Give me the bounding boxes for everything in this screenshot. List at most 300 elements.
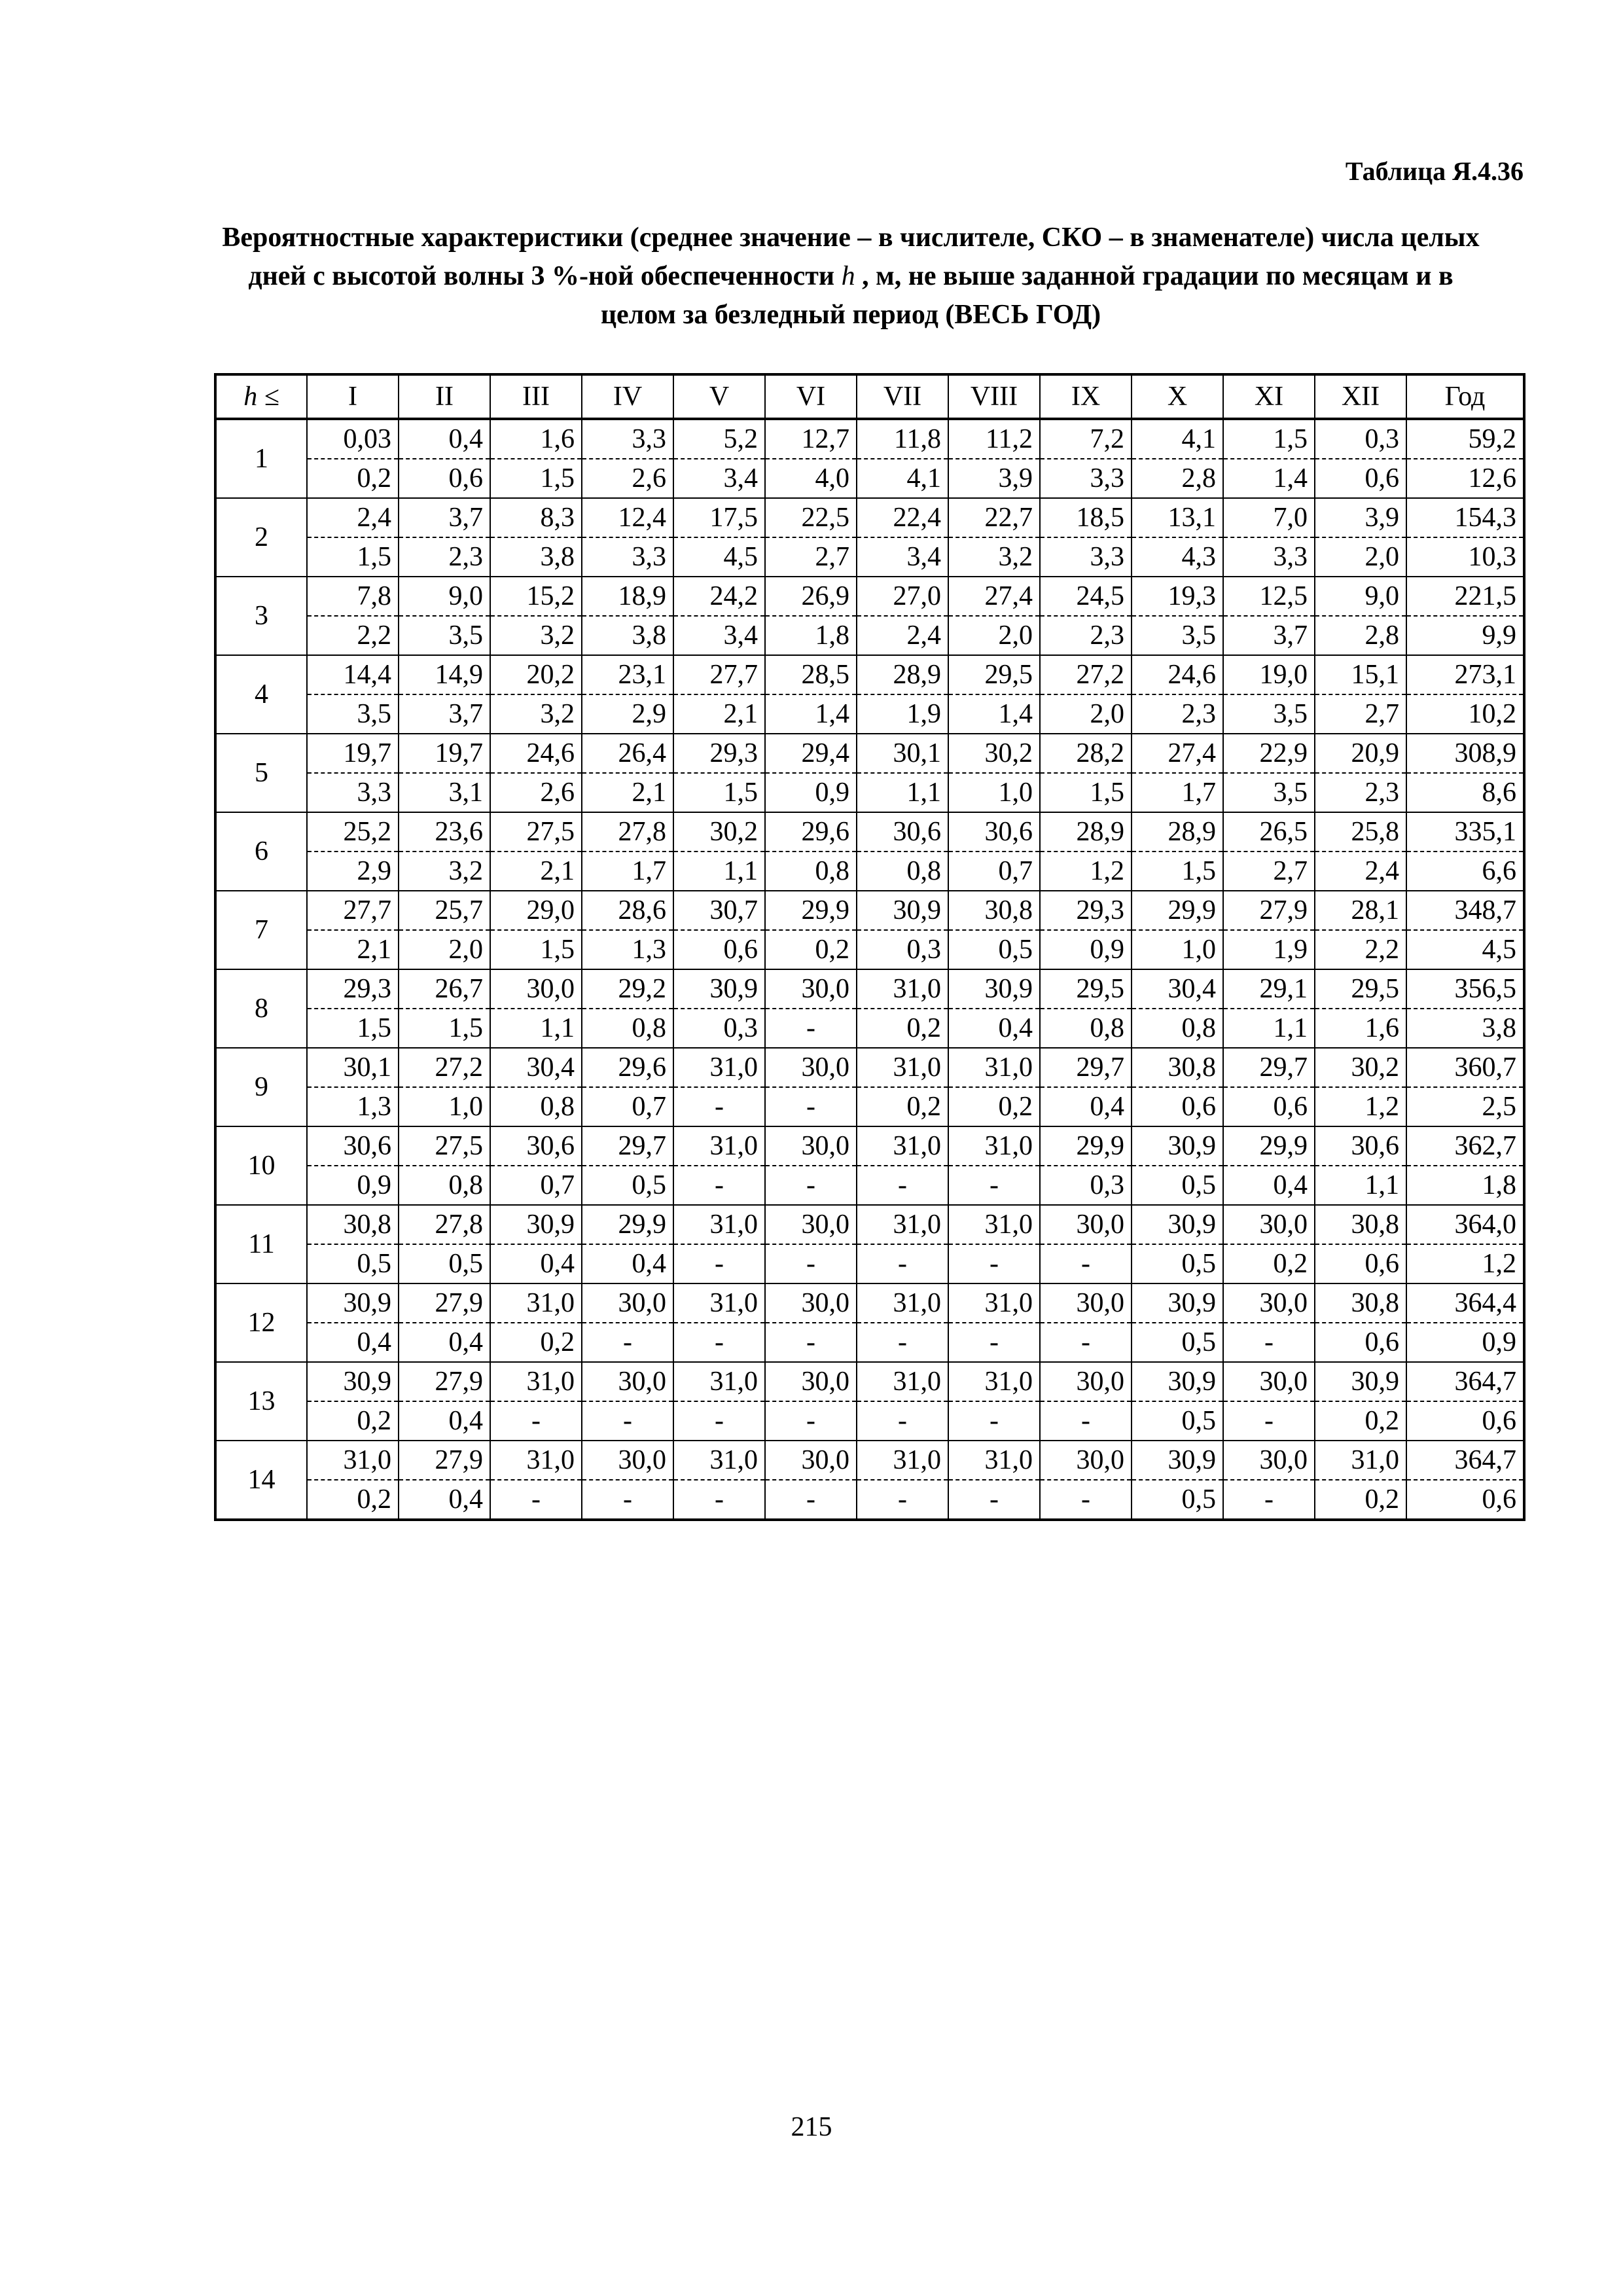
mean-value-cell: 8,3 (490, 498, 582, 537)
mean-value-cell: 31,0 (857, 1126, 948, 1166)
mean-value-cell: 22,9 (1223, 734, 1315, 773)
h-gradation-cell: 12 (215, 1283, 307, 1362)
mean-value-cell: 364,7 (1406, 1362, 1524, 1401)
sd-value-cell: 4,5 (1406, 930, 1524, 969)
sd-value-cell: 1,5 (490, 459, 582, 498)
sd-value-cell: 4,3 (1132, 537, 1223, 577)
table-row-mean (215, 1126, 1524, 1166)
mean-value-cell: 30,0 (582, 1362, 673, 1401)
mean-value-cell: 29,5 (1315, 969, 1406, 1009)
mean-value-cell: 31,0 (857, 1048, 948, 1087)
mean-value-cell: 29,9 (765, 891, 857, 930)
mean-value-cell: 221,5 (1406, 577, 1524, 616)
sd-value-cell: 0,5 (1132, 1401, 1223, 1441)
sd-value-cell: 1,8 (1406, 1166, 1524, 1205)
mean-value-cell: 19,0 (1223, 655, 1315, 694)
sd-value-cell: 0,2 (307, 459, 399, 498)
sd-value-cell: 2,1 (490, 852, 582, 891)
sd-value-cell: 0,9 (307, 1166, 399, 1205)
mean-value-cell: 24,6 (490, 734, 582, 773)
mean-value-cell: 9,0 (1315, 577, 1406, 616)
sd-value-cell: 0,8 (490, 1087, 582, 1126)
sd-value-cell: 3,3 (1040, 537, 1132, 577)
table-row-mean (215, 1283, 1524, 1323)
h-gradation-cell: 3 (215, 577, 307, 655)
table-row-sd (215, 1009, 1524, 1048)
mean-value-cell: 28,1 (1315, 891, 1406, 930)
sd-value-cell: 0,8 (765, 852, 857, 891)
sd-value-cell: 0,2 (1223, 1244, 1315, 1283)
mean-value-cell: 26,4 (582, 734, 673, 773)
mean-value-cell: 23,6 (399, 812, 490, 852)
table-row-sd (215, 1401, 1524, 1441)
mean-value-cell: 14,9 (399, 655, 490, 694)
sd-value-cell: 0,7 (490, 1166, 582, 1205)
sd-value-cell: 0,2 (490, 1323, 582, 1362)
sd-value-cell: 10,2 (1406, 694, 1524, 734)
mean-value-cell: 3,3 (582, 419, 673, 459)
sd-value-cell: - (673, 1401, 765, 1441)
sd-value-cell: - (1223, 1401, 1315, 1441)
sd-value-cell: 0,5 (1132, 1244, 1223, 1283)
sd-value-cell: - (673, 1087, 765, 1126)
mean-value-cell: 30,9 (1132, 1283, 1223, 1323)
mean-value-cell: 30,8 (1132, 1048, 1223, 1087)
sd-value-cell: 1,0 (399, 1087, 490, 1126)
mean-value-cell: 31,0 (307, 1441, 399, 1480)
sd-value-cell: 0,3 (1040, 1166, 1132, 1205)
mean-value-cell: 348,7 (1406, 891, 1524, 930)
sd-value-cell: 3,2 (948, 537, 1040, 577)
table-row-mean (215, 734, 1524, 773)
header-month-7: VII (857, 374, 948, 419)
mean-value-cell: 31,0 (948, 1283, 1040, 1323)
mean-value-cell: 30,0 (490, 969, 582, 1009)
mean-value-cell: 31,0 (948, 1048, 1040, 1087)
mean-value-cell: 14,4 (307, 655, 399, 694)
mean-value-cell: 27,4 (1132, 734, 1223, 773)
sd-value-cell: 1,3 (582, 930, 673, 969)
sd-value-cell: 0,6 (399, 459, 490, 498)
mean-value-cell: 30,9 (307, 1283, 399, 1323)
sd-value-cell: 3,7 (399, 694, 490, 734)
sd-value-cell: 2,3 (1132, 694, 1223, 734)
mean-value-cell: 30,9 (857, 891, 948, 930)
mean-value-cell: 30,6 (1315, 1126, 1406, 1166)
caption-text-1: Вероятностные характеристики (среднее значение – в числителе, СКО – в знаменателе) числа целых дней с высотой волны 3 %-ной обеспеченности (222, 223, 1480, 291)
mean-value-cell: 30,6 (490, 1126, 582, 1166)
sd-value-cell: 0,2 (948, 1087, 1040, 1126)
sd-value-cell: 12,6 (1406, 459, 1524, 498)
mean-value-cell: 5,2 (673, 419, 765, 459)
sd-value-cell: 1,1 (1223, 1009, 1315, 1048)
mean-value-cell: 13,1 (1132, 498, 1223, 537)
h-gradation-cell: 9 (215, 1048, 307, 1126)
mean-value-cell: 30,0 (1040, 1441, 1132, 1480)
mean-value-cell: 308,9 (1406, 734, 1524, 773)
mean-value-cell: 22,5 (765, 498, 857, 537)
mean-value-cell: 30,6 (307, 1126, 399, 1166)
mean-value-cell: 29,3 (1040, 891, 1132, 930)
sd-value-cell: 2,3 (1315, 773, 1406, 812)
mean-value-cell: 4,1 (1132, 419, 1223, 459)
sd-value-cell: 1,5 (1040, 773, 1132, 812)
sd-value-cell: 2,1 (582, 773, 673, 812)
header-month-11: XI (1223, 374, 1315, 419)
table-row-sd (215, 537, 1524, 577)
sd-value-cell: 3,5 (399, 616, 490, 655)
sd-value-cell: 3,2 (490, 694, 582, 734)
table-caption (209, 219, 1492, 334)
sd-value-cell: 0,4 (582, 1244, 673, 1283)
table-row-mean (215, 577, 1524, 616)
mean-value-cell: 2,4 (307, 498, 399, 537)
mean-value-cell: 29,2 (582, 969, 673, 1009)
h-gradation-cell: 6 (215, 812, 307, 891)
sd-value-cell: 0,8 (857, 852, 948, 891)
sd-value-cell: - (1223, 1323, 1315, 1362)
mean-value-cell: 11,8 (857, 419, 948, 459)
table-row-mean (215, 1048, 1524, 1087)
h-gradation-cell: 5 (215, 734, 307, 812)
sd-value-cell: 0,7 (948, 852, 1040, 891)
mean-value-cell: 30,0 (765, 1441, 857, 1480)
sd-value-cell: 0,6 (1223, 1087, 1315, 1126)
sd-value-cell: - (765, 1087, 857, 1126)
header-year: Год (1406, 374, 1524, 419)
sd-value-cell: - (673, 1166, 765, 1205)
sd-value-cell: 2,7 (765, 537, 857, 577)
sd-value-cell: 2,0 (948, 616, 1040, 655)
sd-value-cell: 2,0 (1315, 537, 1406, 577)
mean-value-cell: 19,7 (307, 734, 399, 773)
mean-value-cell: 29,7 (1223, 1048, 1315, 1087)
mean-value-cell: 0,3 (1315, 419, 1406, 459)
sd-value-cell: 0,5 (399, 1244, 490, 1283)
mean-value-cell: 27,9 (1223, 891, 1315, 930)
sd-value-cell: - (1040, 1244, 1132, 1283)
sd-value-cell: 3,3 (1223, 537, 1315, 577)
mean-value-cell: 30,0 (1040, 1283, 1132, 1323)
sd-value-cell: 2,6 (582, 459, 673, 498)
sd-value-cell: 3,5 (1223, 773, 1315, 812)
mean-value-cell: 30,4 (490, 1048, 582, 1087)
sd-value-cell: 2,2 (307, 616, 399, 655)
mean-value-cell: 27,8 (399, 1205, 490, 1244)
mean-value-cell: 12,5 (1223, 577, 1315, 616)
mean-value-cell: 28,9 (1040, 812, 1132, 852)
sd-value-cell: 1,5 (307, 1009, 399, 1048)
mean-value-cell: 29,3 (673, 734, 765, 773)
mean-value-cell: 30,0 (1040, 1362, 1132, 1401)
mean-value-cell: 29,9 (1223, 1126, 1315, 1166)
sd-value-cell: 1,4 (948, 694, 1040, 734)
mean-value-cell: 30,0 (1223, 1441, 1315, 1480)
sd-value-cell: 2,7 (1223, 852, 1315, 891)
mean-value-cell: 31,0 (948, 1126, 1040, 1166)
sd-value-cell: 1,2 (1406, 1244, 1524, 1283)
sd-value-cell: 1,8 (765, 616, 857, 655)
mean-value-cell: 1,6 (490, 419, 582, 459)
sd-value-cell: 2,5 (1406, 1087, 1524, 1126)
data-table (214, 373, 1525, 1521)
table-row-sd (215, 1244, 1524, 1283)
sd-value-cell: 1,7 (582, 852, 673, 891)
sd-value-cell: - (582, 1401, 673, 1441)
sd-value-cell: 0,5 (1132, 1323, 1223, 1362)
mean-value-cell: 31,0 (948, 1205, 1040, 1244)
sd-value-cell: 3,4 (857, 537, 948, 577)
mean-value-cell: 15,2 (490, 577, 582, 616)
table-row-sd (215, 773, 1524, 812)
sd-value-cell: 1,4 (1223, 459, 1315, 498)
mean-value-cell: 25,2 (307, 812, 399, 852)
sd-value-cell: 9,9 (1406, 616, 1524, 655)
sd-value-cell: 3,1 (399, 773, 490, 812)
caption-text-2: , м, не выше заданной градации по месяцам и в целом за безледный период (ВЕСЬ ГОД) (600, 261, 1454, 330)
mean-value-cell: 3,7 (399, 498, 490, 537)
mean-value-cell: 27,8 (582, 812, 673, 852)
mean-value-cell: 27,5 (399, 1126, 490, 1166)
mean-value-cell: 26,9 (765, 577, 857, 616)
h-gradation-cell: 11 (215, 1205, 307, 1283)
mean-value-cell: 26,5 (1223, 812, 1315, 852)
sd-value-cell: 1,5 (399, 1009, 490, 1048)
mean-value-cell: 30,8 (1315, 1283, 1406, 1323)
table-header-row (215, 374, 1524, 419)
mean-value-cell: 0,03 (307, 419, 399, 459)
mean-value-cell: 31,0 (857, 1441, 948, 1480)
sd-value-cell: - (765, 1244, 857, 1283)
sd-value-cell: 0,4 (399, 1401, 490, 1441)
sd-value-cell: 2,2 (1315, 930, 1406, 969)
table-row-sd (215, 852, 1524, 891)
mean-value-cell: 30,2 (1315, 1048, 1406, 1087)
header-month-3: III (490, 374, 582, 419)
sd-value-cell: 1,6 (1315, 1009, 1406, 1048)
mean-value-cell: 30,0 (582, 1441, 673, 1480)
sd-value-cell: - (582, 1323, 673, 1362)
sd-value-cell: 1,1 (490, 1009, 582, 1048)
mean-value-cell: 30,8 (948, 891, 1040, 930)
sd-value-cell: 1,1 (1315, 1166, 1406, 1205)
sd-value-cell: - (673, 1244, 765, 1283)
header-h: h ≤ (215, 374, 307, 419)
sd-value-cell: - (948, 1480, 1040, 1520)
mean-value-cell: 15,1 (1315, 655, 1406, 694)
sd-value-cell: 0,5 (1132, 1166, 1223, 1205)
mean-value-cell: 31,0 (948, 1362, 1040, 1401)
mean-value-cell: 27,7 (673, 655, 765, 694)
header-month-12: XII (1315, 374, 1406, 419)
sd-value-cell: 3,2 (399, 852, 490, 891)
mean-value-cell: 27,9 (399, 1441, 490, 1480)
sd-value-cell: - (765, 1323, 857, 1362)
mean-value-cell: 29,6 (765, 812, 857, 852)
sd-value-cell: 0,2 (1315, 1480, 1406, 1520)
table-row-sd (215, 930, 1524, 969)
table-row-mean (215, 1205, 1524, 1244)
mean-value-cell: 335,1 (1406, 812, 1524, 852)
header-month-8: VIII (948, 374, 1040, 419)
mean-value-cell: 364,0 (1406, 1205, 1524, 1244)
mean-value-cell: 23,1 (582, 655, 673, 694)
mean-value-cell: 7,8 (307, 577, 399, 616)
sd-value-cell: 0,4 (399, 1480, 490, 1520)
table-row-sd (215, 459, 1524, 498)
mean-value-cell: 30,6 (948, 812, 1040, 852)
mean-value-cell: 30,0 (582, 1283, 673, 1323)
mean-value-cell: 22,4 (857, 498, 948, 537)
sd-value-cell: 0,6 (1315, 1244, 1406, 1283)
sd-value-cell: 2,7 (1315, 694, 1406, 734)
mean-value-cell: 31,0 (857, 1362, 948, 1401)
mean-value-cell: 28,6 (582, 891, 673, 930)
sd-value-cell: - (948, 1323, 1040, 1362)
sd-value-cell: - (673, 1323, 765, 1362)
mean-value-cell: 11,2 (948, 419, 1040, 459)
table-row-mean (215, 969, 1524, 1009)
mean-value-cell: 27,5 (490, 812, 582, 852)
mean-value-cell: 30,9 (948, 969, 1040, 1009)
mean-value-cell: 28,9 (1132, 812, 1223, 852)
sd-value-cell: 2,4 (1315, 852, 1406, 891)
mean-value-cell: 7,2 (1040, 419, 1132, 459)
mean-value-cell: 364,7 (1406, 1441, 1524, 1480)
mean-value-cell: 12,4 (582, 498, 673, 537)
mean-value-cell: 27,7 (307, 891, 399, 930)
table-row-mean (215, 1441, 1524, 1480)
mean-value-cell: 24,2 (673, 577, 765, 616)
mean-value-cell: 30,0 (1223, 1362, 1315, 1401)
sd-value-cell: 3,8 (1406, 1009, 1524, 1048)
sd-value-cell: 1,7 (1132, 773, 1223, 812)
sd-value-cell: 0,8 (1040, 1009, 1132, 1048)
sd-value-cell: 3,3 (582, 537, 673, 577)
mean-value-cell: 360,7 (1406, 1048, 1524, 1087)
sd-value-cell: 1,5 (1132, 852, 1223, 891)
sd-value-cell: 3,5 (307, 694, 399, 734)
sd-value-cell: - (765, 1480, 857, 1520)
mean-value-cell: 356,5 (1406, 969, 1524, 1009)
sd-value-cell: 0,6 (1406, 1480, 1524, 1520)
mean-value-cell: 30,7 (673, 891, 765, 930)
mean-value-cell: 12,7 (765, 419, 857, 459)
sd-value-cell: - (857, 1244, 948, 1283)
sd-value-cell: - (857, 1323, 948, 1362)
table-body (215, 419, 1524, 1520)
sd-value-cell: - (490, 1480, 582, 1520)
sd-value-cell: 3,4 (673, 616, 765, 655)
h-gradation-cell: 7 (215, 891, 307, 969)
mean-value-cell: 30,4 (1132, 969, 1223, 1009)
sd-value-cell: 1,2 (1040, 852, 1132, 891)
sd-value-cell: 1,9 (857, 694, 948, 734)
sd-value-cell: 4,5 (673, 537, 765, 577)
h-gradation-cell: 13 (215, 1362, 307, 1441)
sd-value-cell: 3,3 (1040, 459, 1132, 498)
table-row-sd (215, 616, 1524, 655)
mean-value-cell: 30,9 (673, 969, 765, 1009)
mean-value-cell: 30,0 (765, 1048, 857, 1087)
sd-value-cell: - (582, 1480, 673, 1520)
mean-value-cell: 30,6 (857, 812, 948, 852)
mean-value-cell: 0,4 (399, 419, 490, 459)
header-month-10: X (1132, 374, 1223, 419)
mean-value-cell: 29,4 (765, 734, 857, 773)
sd-value-cell: 2,9 (582, 694, 673, 734)
h-gradation-cell: 2 (215, 498, 307, 577)
mean-value-cell: 25,7 (399, 891, 490, 930)
mean-value-cell: 29,0 (490, 891, 582, 930)
mean-value-cell: 28,5 (765, 655, 857, 694)
mean-value-cell: 30,0 (765, 1205, 857, 1244)
mean-value-cell: 3,9 (1315, 498, 1406, 537)
sd-value-cell: 2,8 (1315, 616, 1406, 655)
sd-value-cell: 0,5 (948, 930, 1040, 969)
sd-value-cell: 2,0 (399, 930, 490, 969)
mean-value-cell: 31,0 (673, 1048, 765, 1087)
mean-value-cell: 18,9 (582, 577, 673, 616)
sd-value-cell: 3,8 (490, 537, 582, 577)
sd-value-cell: 0,3 (673, 1009, 765, 1048)
sd-value-cell: 4,0 (765, 459, 857, 498)
sd-value-cell: 3,3 (307, 773, 399, 812)
header-month-4: IV (582, 374, 673, 419)
sd-value-cell: 0,9 (1406, 1323, 1524, 1362)
mean-value-cell: 26,7 (399, 969, 490, 1009)
mean-value-cell: 9,0 (399, 577, 490, 616)
sd-value-cell: 8,6 (1406, 773, 1524, 812)
mean-value-cell: 31,0 (1315, 1441, 1406, 1480)
mean-value-cell: 31,0 (673, 1283, 765, 1323)
mean-value-cell: 31,0 (673, 1441, 765, 1480)
sd-value-cell: 0,2 (857, 1009, 948, 1048)
sd-value-cell: - (490, 1401, 582, 1441)
sd-value-cell: 0,2 (765, 930, 857, 969)
sd-value-cell: 1,0 (948, 773, 1040, 812)
sd-value-cell: 1,9 (1223, 930, 1315, 969)
sd-value-cell: 2,0 (1040, 694, 1132, 734)
mean-value-cell: 59,2 (1406, 419, 1524, 459)
sd-value-cell: 2,3 (1040, 616, 1132, 655)
sd-value-cell: 3,4 (673, 459, 765, 498)
sd-value-cell: 2,9 (307, 852, 399, 891)
sd-value-cell: 10,3 (1406, 537, 1524, 577)
mean-value-cell: 29,1 (1223, 969, 1315, 1009)
sd-value-cell: - (765, 1009, 857, 1048)
mean-value-cell: 29,9 (1132, 891, 1223, 930)
mean-value-cell: 29,7 (1040, 1048, 1132, 1087)
mean-value-cell: 7,0 (1223, 498, 1315, 537)
sd-value-cell: 0,2 (307, 1401, 399, 1441)
mean-value-cell: 30,9 (1132, 1126, 1223, 1166)
sd-value-cell: 3,2 (490, 616, 582, 655)
sd-value-cell: 1,5 (673, 773, 765, 812)
sd-value-cell: 3,7 (1223, 616, 1315, 655)
table-row-mean (215, 812, 1524, 852)
mean-value-cell: 364,4 (1406, 1283, 1524, 1323)
mean-value-cell: 30,8 (307, 1205, 399, 1244)
mean-value-cell: 30,0 (1040, 1205, 1132, 1244)
sd-value-cell: 0,4 (1040, 1087, 1132, 1126)
mean-value-cell: 24,5 (1040, 577, 1132, 616)
sd-value-cell: - (765, 1401, 857, 1441)
sd-value-cell: - (857, 1480, 948, 1520)
sd-value-cell: 3,9 (948, 459, 1040, 498)
mean-value-cell: 30,2 (948, 734, 1040, 773)
sd-value-cell: 0,8 (399, 1166, 490, 1205)
